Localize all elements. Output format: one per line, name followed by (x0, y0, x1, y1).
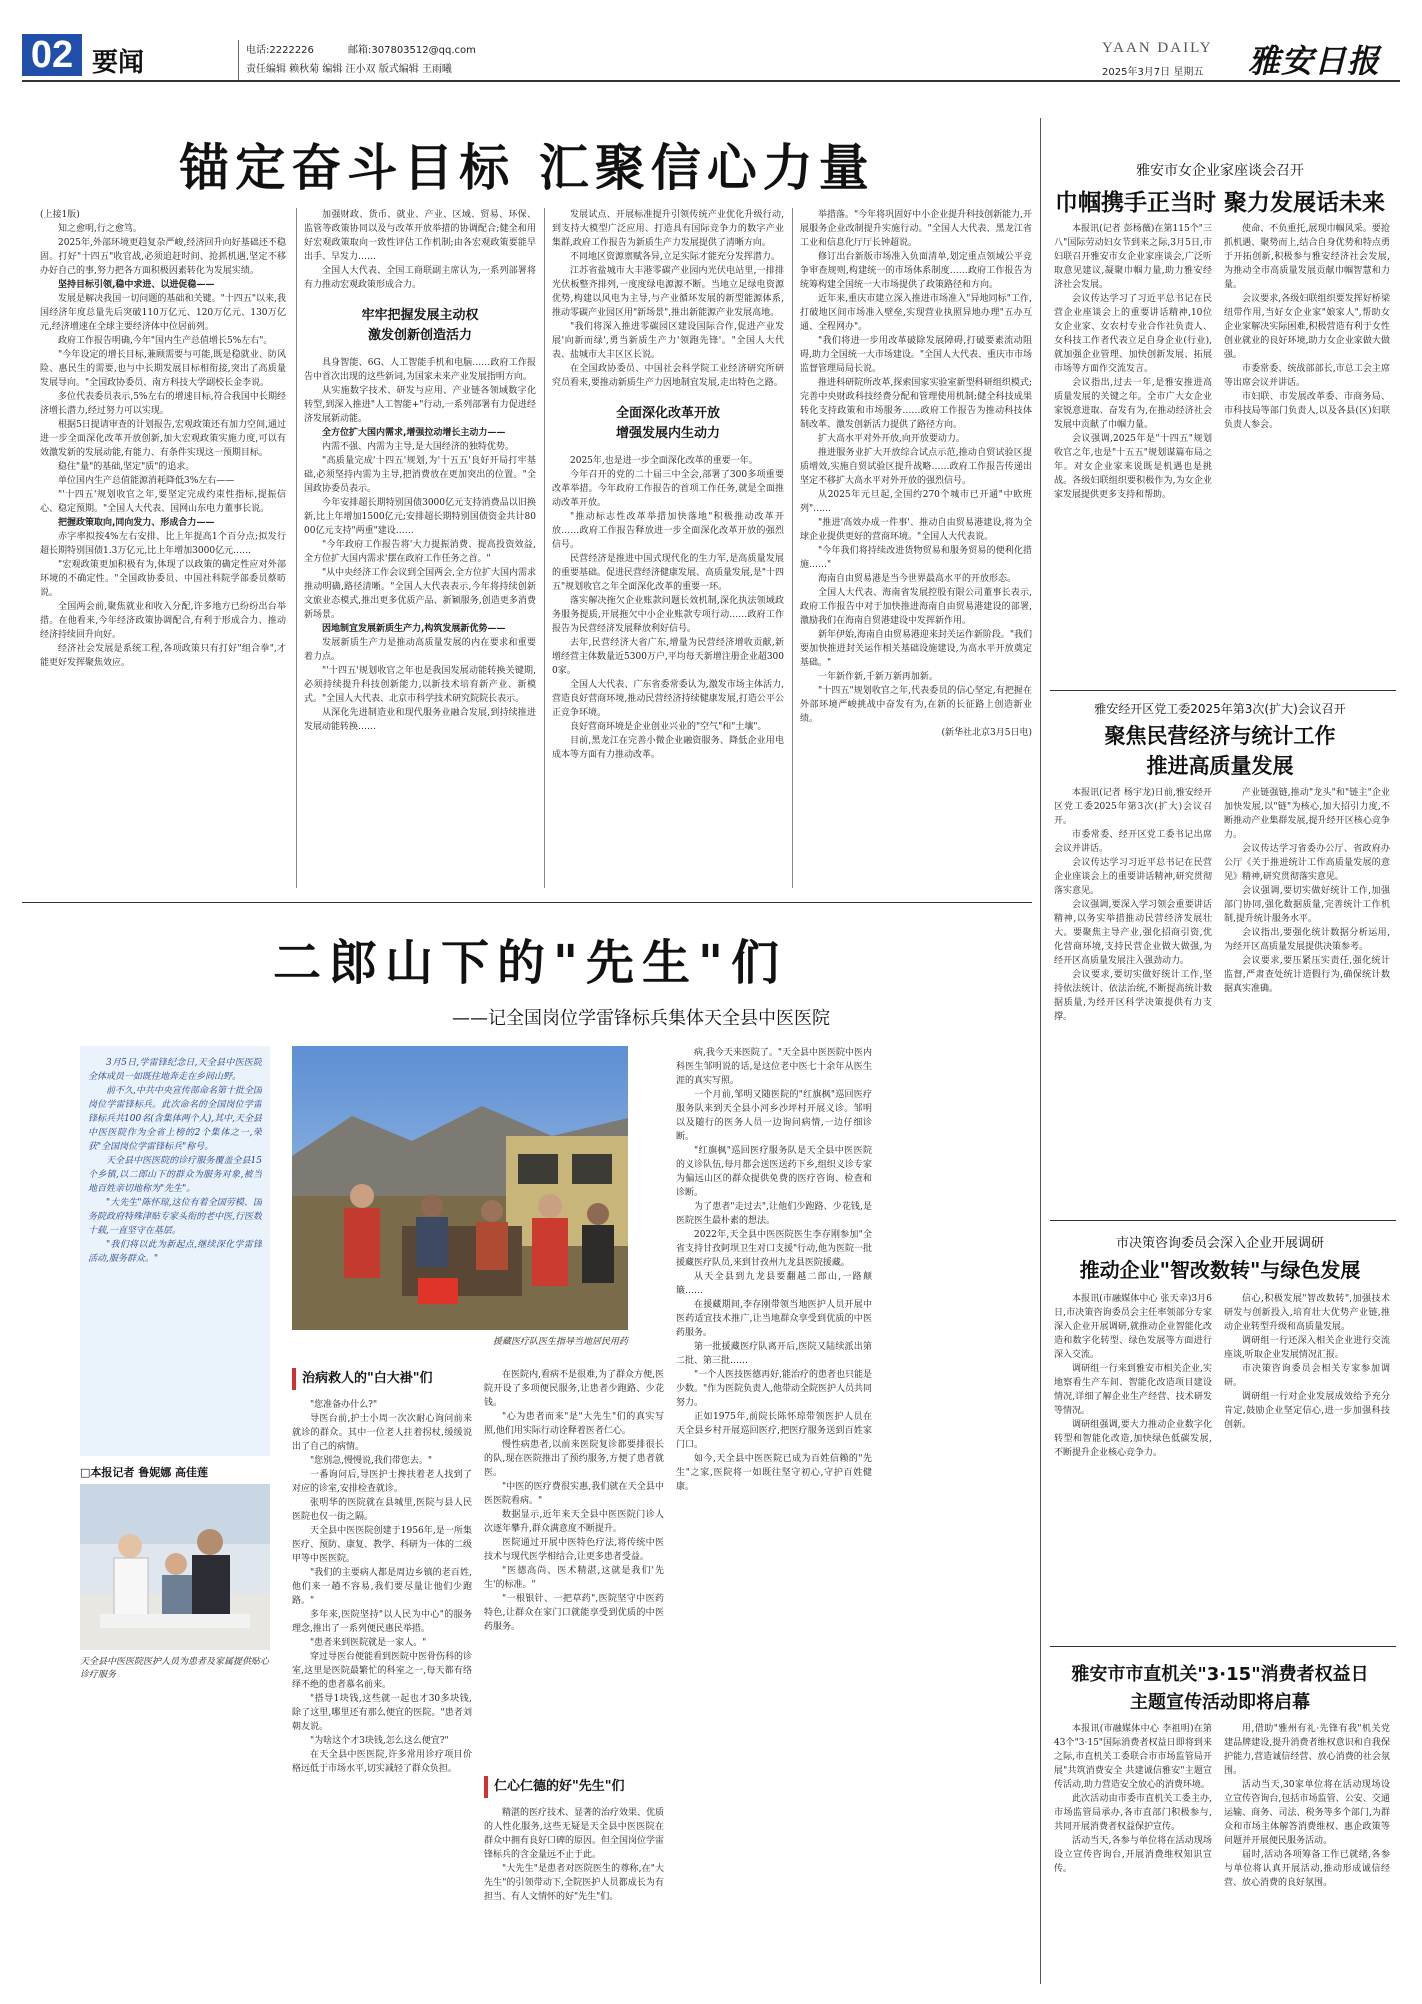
article1-col2-para: 具身智能、6G、人工智能手机和电脑……政府工作报告中首次出现的这些新词,为国家未来产业发展指明方向。 (304, 358, 536, 382)
article2-col3b-para: "大先生"是患者对医院医生的尊称,在"大先生"的引领带动下,全院医护人员都成长为有担当、有人文情怀的好"先生"们。 (484, 1864, 664, 1902)
article1-subhead-2-line1: 全面深化改革开放 (615, 406, 720, 421)
article1-col3-para: "我们将深入推进零碳园区建设国际合作,促进产业发展'向新而绿',勇当新质生产力'领跑先锋'。"全国人大代表、盐城市大丰区区长说。 (552, 322, 784, 360)
article1-col1-para: (上接1版) (40, 210, 80, 220)
article2-headline: 二郎山下的"先生"们 (272, 935, 788, 991)
right2-col2-para: 会议强调,要切实做好统计工作,加强部门协同,强化数据质量,完善统计工作机制,提升统计服务水平。 (1224, 886, 1390, 924)
right2-col1 (1054, 786, 1212, 1210)
article1-col2-para: "高质量完成'十四五'规划,为'十五五'良好开局打牢基础,必须坚持内需为主导,把消费放在更加突出的位置。"全国政协委员表示。 (304, 456, 536, 494)
article1-subhead-2-line2: 增强发展内生动力 (615, 426, 720, 441)
article1-col1-para: "今年设定的增长目标,兼顾需要与可能,既是稳就业、防风险、惠民生的需要,也与中长期发展目标相衔接,突出了高质量发展导向。"全国政协委员、南方科技大学副校长金李说。 (40, 350, 286, 388)
editor-credits: 责任编辑 赖秋菊 编辑 汪小双 版式编辑 王雨曦 (246, 64, 452, 75)
article1-col3-para: 在全国政协委员、中国社会科学院工业经济研究所研究员看来,要推动新质生产力因地制宜发展,走出特色之路。 (552, 364, 784, 388)
contact-email: 邮箱:307803512@qq.com (348, 45, 476, 56)
article2-col2-para: "为啥这个才3块钱,怎么这么便宜?" (310, 1736, 449, 1746)
article2-col3-para: "心为患者而来"是"大先生"们的真实写照,他们用实际行动诠释着医者仁心。 (484, 1412, 664, 1436)
right2-col2-para: 会议要求,要压紧压实责任,强化统计监督,严肃查处统计造假行为,确保统计数据真实准确。 (1224, 956, 1390, 994)
article1-col3-para: 今年召开的党的二十届三中全会,部署了300多项重要改革举措。今年政府工作报告的首项工作任务,就是全面推动改革开放。 (552, 470, 784, 508)
right3-col2-para: 调研组一行还深入相关企业进行交流座谈,听取企业发展情况汇报。 (1224, 1336, 1390, 1360)
article1-col2-para: 今年安排超长期特别国债3000亿元支持消费品以旧换新,比上年增加1500亿元;安排超长期特别国债资金共计8000亿元支持"两重"建设…… (304, 498, 536, 536)
sidebar-rule (1050, 1220, 1396, 1221)
article2-col2-para: "搭导1块钱,这些就一起也才30多块钱,除了这里,哪里还有那么便宜的医院。"患者刘朝友说。 (292, 1694, 472, 1732)
article1-col4-para: "推进'高效办成一件事'、推动自由贸易港建设,将为全球企业提供更好的营商环境。"全国人大代表说。 (800, 518, 1032, 542)
right3-kicker: 市决策咨询委员会深入企业开展调研 (1115, 1236, 1324, 1251)
right1-col2 (1224, 222, 1390, 680)
article1-col1-lead: 坚持目标引领,稳中求进、以进促稳—— (58, 280, 215, 290)
right2-col1-para: 会议要求,要切实做好统计工作,坚持依法统计、依法治统,不断提高统计数据质量,为经开区科学决策提供有力支撑。 (1054, 970, 1212, 1022)
right2-kicker: 雅安经开区党工委2025年第3次(扩大)会议召开 (1094, 702, 1346, 716)
article2-col2-para: "您别急,慢慢说,我们带您去。" (310, 1456, 433, 1466)
article1-col3-para: 良好营商环境是企业创业兴业的"空气"和"土壤"。 (570, 722, 767, 732)
right2-col1-para: 本报讯(记者 杨宇龙)日前,雅安经开区党工委2025年第3次(扩大)会议召开。 (1054, 788, 1212, 826)
right4-headline-line1: 雅安市市直机关"3·15"消费者权益日 (1071, 1664, 1369, 1685)
article2-col4-para: 第一批援藏医疗队离开后,医院又陆续派出第二批、第三批…… (676, 1342, 872, 1366)
right1-kicker: 雅安市女企业家座谈会召开 (1136, 163, 1304, 179)
paper-logo: 雅安日报 (1248, 42, 1381, 80)
right1-col1-para: 会议指出,过去一年,是雅安推进高质量发展的关键之年。全市广大女企业家锐意进取、奋发有为,在推动经济社会发展中贡献了巾帼力量。 (1054, 378, 1212, 430)
right1-col2-para: 市妇联、市发展改革委、市商务局、市科技局等部门负责人,以及各县(区)妇联负责人参会。 (1224, 392, 1390, 430)
article2-subhead-2-box (484, 1776, 664, 1798)
right2-headline-line2: 推进高质量发展 (1146, 754, 1294, 778)
article2-subhead-2: 仁心仁德的好"先生"们 (494, 1779, 625, 1794)
article2-col2-para: 张明华的医院就在县城里,医院与县人民医院也仅一街之隔。 (292, 1498, 472, 1522)
right1-headline: 巾帼携手正当时 聚力发展话未来 (1054, 190, 1385, 216)
article2-col4-para: 如今,天全县中医医院已成为百姓信赖的"先生"之家,医院将一如既往坚守初心,守护百姓健康。 (676, 1454, 872, 1492)
article2-col4-para: 从天全县到九龙县要翻越二郎山,一路颠簸…… (676, 1272, 872, 1296)
article1-col3-para: 发展试点、开展标准提升引领传统产业优化升级行动,到支持大模型广泛应用、打造具有国际竞争力的数字产业集群,政府工作报告为新质生产力发展提供了清晰方向。 (552, 210, 784, 248)
article2-col2-para: "我们的主要病人都是周边乡镇的老百姓,他们来一趟不容易,我们要尽量让他们少跑路。" (292, 1568, 472, 1606)
article2-col3b-para: 精湛的医疗技术、显著的治疗效果、优质的人性化服务,这些无疑是天全县中医医院在群众中拥有良好口碑的原因。但全国岗位学雷锋标兵的含金量远不止于此。 (484, 1808, 664, 1860)
article1-col1-lead: 把握政策取向,同向发力、形成合力—— (58, 518, 215, 528)
article1-col4-para: 修订出台新版市场准入负面清单,划定重点领域公平竞争审查规则,构建统一的市场体系制度……政府工作报告为统筹构建全国统一大市场提供了政策路径和方向。 (800, 252, 1032, 290)
right3-col1 (1054, 1292, 1212, 1636)
article1-col4-para: 海南自由贸易港是当今世界最高水平的开放形态。 (818, 574, 1017, 584)
article1-col4-para: 一年新作新,千新万新再加新。 (818, 672, 938, 682)
article1-col2-para: 全国人大代表、全国工商联副主席认为,一系列部署将有力推动宏观政策形成合力。 (304, 266, 536, 290)
article2-col2 (292, 1398, 472, 1984)
article1-col4 (800, 208, 1032, 892)
article1-col1-para: 政府工作报告明确,今年"国内生产总值增长5%左右"。 (58, 336, 273, 346)
article2-subhead-1-box (292, 1368, 462, 1390)
article1-subhead-1-line2: 激发创新创造活力 (367, 328, 472, 343)
column-divider (544, 208, 545, 888)
article1-col2-para: 从实施数字技术、研发与应用、产业链各领域数字化转型,到深入推进"人工智能+"行动,一系列部署有力促进经济发展新动能。 (304, 386, 536, 424)
article1-col4-para: "十四五"规划收官之年,代表委员的信心坚定,有把握在外部环境严峻挑战中奋发有为,在新的长征路上创造新业绩。 (800, 686, 1032, 724)
article1-col3-para: "推动标志性改革举措加快落地"积极推动改革开放……政府工作报告释放进一步全面深化改革开放的强烈信号。 (552, 512, 784, 550)
article1-col1-para: 发展是解决我国一切问题的基础和关键。"十四五"以来,我国经济年度总量先后突破110万亿元、120万亿元、130万亿元,经济增速在全球主要经济体中位居前列。 (40, 294, 286, 332)
right3-col2-para: 调研组一行对企业发展成效给予充分肯定,鼓励企业坚定信心,进一步加强科技创新。 (1224, 1392, 1390, 1430)
article1-col2-para: 从深化先进制造业和现代服务业融合发展,到持续推进发展动能转换…… (304, 708, 536, 732)
right4-col1 (1054, 1722, 1212, 1984)
article2-col3 (484, 1368, 664, 1766)
right1-col1 (1054, 222, 1212, 680)
article1-col1-para: 多位代表委员表示,5%左右的增速目标,符合我国中长期经济增长潜力,经过努力可以实现。 (40, 392, 286, 416)
sidebar-rule (1050, 1646, 1396, 1647)
article1-col4-para: 近年来,重庆市建立深入推进市场准入"异地同标"工作,打破地区间市场准入壁垒,实现营业执照异地办理"五办互通、全程网办"。 (800, 294, 1032, 332)
article2-subhead-1: 治病救人的"白大褂"们 (302, 1371, 433, 1386)
right3-col1-para: 调研组强调,要大力推动企业数字化转型和智能化改造,加快绿色低碳发展,不断提升企业核心竞争力。 (1054, 1420, 1212, 1458)
article2-intro-para: 天全县中医医院的诊疗服务覆盖全县15个乡镇,以二郎山下的群众为服务对象,被当地百姓亲切地称为"先生"。 (88, 1156, 262, 1194)
article2-col3b (484, 1806, 664, 1984)
right1-col1-para: 本报讯(记者 彭杨薇)在第115个"三八"国际劳动妇女节到来之际,3月5日,市妇联召开雅安市女企业家座谈会,广泛听取意见建议,凝聚巾帼力量,助力雅安经济社会发展。 (1054, 224, 1212, 290)
article2-col4-para: 为了患者"走过去",让他们少跑路、少花钱,是医院医生最朴素的想法。 (676, 1202, 872, 1226)
article1-col1-para: 经济社会发展是系统工程,各项政策只有打好"组合拳",才能更好发挥聚焦效应。 (40, 644, 286, 668)
right2-col1-para: 会议传达学习习近平总书记在民营企业座谈会上的重要讲话精神,研究贯彻落实意见。 (1054, 858, 1212, 896)
article1-col3-para: 不同地区资源禀赋各异,立足实际才能充分发挥潜力。 (570, 252, 780, 262)
article2-credit: □本报记者 鲁妮娜 高佳莲 (80, 1466, 209, 1479)
article1-col1-para: 根据5日提请审查的计划报告,宏观政策还有加力空间,通过进一步全面深化改革开放创新,加大宏观政策实施力度,可以有效激发新的发展动能,有能力、有条件实现这一预期目标。 (40, 420, 286, 458)
article2-col3-para: "中医的医疗费很实惠,我们就在天全县中医医院看病。" (484, 1482, 664, 1506)
article1-bottom-rule (22, 902, 1032, 903)
photo-medical-team-illustration (292, 1046, 628, 1330)
right1-col2-para: 使命、不负重托,展现巾帼风采。要抢抓机遇、聚势而上,结合自身优势和特点勇于开拓创新,积极参与雅安经济社会发展,为推动全市高质量发展贡献巾帼智慧和力量。 (1224, 224, 1390, 290)
right3-col2-para: 市决策咨询委员会相关专家参加调研。 (1224, 1364, 1390, 1388)
article1-col4-para: 全国人大代表、海南省发展控股有限公司董事长表示,政府工作报告中对于加快推进海南自由贸易港建设的部署,激励我们在海南自贸港建设中发挥新作用。 (800, 588, 1032, 626)
right4-col1-para: 此次活动由市委市直机关工委主办,市场监管局承办,各市直部门积极参与,共同开展消费者权益保护宣传。 (1054, 1794, 1212, 1832)
sidebar-divider (1040, 118, 1041, 1984)
article1-col2-para: "今年政府工作报告将'大力提振消费、提高投资效益,全方位扩大国内需求'摆在政府工作任务之首。" (304, 540, 536, 564)
article1-col1-para: 稳住"量"的基础,坚定"质"的追求。 (58, 462, 195, 472)
issue-date: 2025年3月7日 星期五 (1102, 67, 1204, 78)
article2-col4-para: 在援藏期间,李存刚带领当地医护人员开展中医药适宜技术推广,让当地群众享受到优质的中医药服务。 (676, 1300, 872, 1338)
article2-photo-medical-team (292, 1046, 628, 1330)
article1-col3-para: 落实解决拖欠企业账款问题长效机制,深化执法领域政务服务提质,开展拖欠中小企业账款专项行动……政府工作报告为民营经济发展释放利好信号。 (552, 596, 784, 634)
article1-col2-lead: 因地制宜发展新质生产力,构筑发展新优势—— (322, 624, 506, 634)
article1-col3-para: 民营经济是推进中国式现代化的生力军,是高质量发展的重要基础。促进民营经济健康发展、高质量发展,是"十四五"规划收官之年全面深化改革的重要一环。 (552, 554, 784, 592)
article1-col3 (552, 208, 784, 892)
column-divider (296, 208, 297, 888)
article2-col2-para: 多年来,医院坚持"以人民为中心"的服务理念,推出了一系列便民惠民举措。 (292, 1610, 472, 1634)
article2-col4-para: "红旗枫"巡回医疗服务队是天全县中医医院的义诊队伍,每月都会送医送药下乡,组织义诊专家为偏远山区的群众提供免费的医疗咨询、检查和诊断。 (676, 1146, 872, 1198)
article1-col2-lead: 全方位扩大国内需求,增强拉动增长主动力—— (322, 428, 506, 438)
right2-col2-para: 会议传达学习省委办公厅、省政府办公厅《关于推进统计工作高质量发展的意见》精神,研究贯彻落实意见。 (1224, 844, 1390, 882)
page-number-box (22, 34, 82, 76)
right1-col1-para: 会议强调,2025年是"十四五"规划收官之年,也是"十五五"规划谋篇布局之年。对女企业家来说既是机遇也是挑战。各级妇联组织要积极作为,为女企业家发展提供更多支持和帮助。 (1054, 434, 1212, 500)
article2-col4-para: 病,我今天来医院了。"天全县中医医院中医内科医生邹明说的话,是这位老中医七十余年从医生涯的真实写照。 (676, 1048, 872, 1086)
article1-headline: 锚定奋斗目标 汇聚信心力量 (179, 139, 875, 197)
right3-headline: 推动企业"智改数转"与绿色发展 (1079, 1258, 1361, 1282)
article2-col3-para: "医德高尚、医术精湛,这就是我们'先生'的标准。" (484, 1566, 664, 1590)
article2-col4-para: 正如1975年,前院长陈怀琼带领医护人员在天全县乡村开展巡回医疗,把医疗服务送到百姓家门口。 (676, 1412, 872, 1450)
right3-col2 (1224, 1292, 1390, 1636)
right4-col2-para: 活动当天,30家单位将在活动现场设立宣传咨询台,包括市场监管、公安、交通运输、商务、司法、税务等多个部门,为群众和市场主体解答消费维权、惠企政策等问题并开展便民服务活动。 (1224, 1780, 1390, 1846)
article1-col1-para: "宏观政策更加积极有为,体现了以政策的确定性应对外部环境的不确定性。"全国政协委员、中国社科院学部委员蔡昉说。 (40, 560, 286, 598)
right2-col2-para: 产业链强链,推动"龙头"和"链主"企业加快发展,以"链"为核心,加大招引力度,不断推动产业集群发展,提升经开区核心竞争力。 (1224, 788, 1390, 840)
article1-subhead-2 (552, 404, 784, 444)
right4-headline-line2: 主题宣传活动即将启幕 (1130, 1692, 1310, 1713)
masthead-divider (238, 40, 239, 80)
article1-col3-para: 2025年,也是进一步全面深化改革的重要一年。 (570, 456, 758, 466)
article2-col3-para: 数据显示,近年来天全县中医医院门诊人次逐年攀升,群众满意度不断提升。 (484, 1510, 664, 1534)
contact-phone: 电话:2222226 (246, 45, 314, 56)
article1-col1-para: "'十四五'规划收官之年,要坚定完成约束性指标,提振信心、稳定预期。"全国人大代表、国网山东电力董事长说。 (40, 490, 286, 514)
article2-intro-para: "我们将以此为新起点,继续深化学雷锋活动,服务群众。" (88, 1240, 262, 1264)
right2-col2-para: 会议指出,要强化统计数据分析运用,为经开区高质量发展提供决策参考。 (1224, 928, 1390, 952)
article2-col2-para: "患者来到医院就是一家人。" (310, 1638, 427, 1648)
article1-col3-para: 去年,民营经济大省广东,增量为民营经济增收贡献,新增经营主体数量近5300万户,平均每天新增注册企业超3000家。 (552, 638, 784, 676)
article2-col4-para: 一个月前,邹明又随医院的"红旗枫"巡回医疗服务队来到天全县小河乡沙坪村开展义诊。邹明以及随行的医务人员一边询问病情,一边仔细诊断。 (676, 1090, 872, 1142)
article2-photo2-caption: 天全县中医医院医护人员为患者及家属提供贴心诊疗服务 (80, 1657, 270, 1680)
article1-col2-para: "'十四五'规划收官之年也是我国发展动能转换关键期,必须持续提升科技创新能力,以新技术培育新产业、新模式。"全国人大代表、北京市科学技术研究院院长表示。 (304, 666, 536, 704)
article2-col4-para: 2022年,天全县中医医院医生李存刚参加"全省支持甘孜阿坝卫生对口支援"行动,他为医院一批援藏医疗队员,来到甘孜州九龙县医院援藏。 (676, 1230, 872, 1268)
article1-col4-para: 举措落。"今年将巩固好中小企业提升科技创新能力,开展服务企业改制提升实施行动。"全国人大代表、黑龙江省工业和信息化厅厅长钟超说。 (800, 210, 1032, 248)
article2-col3-para: 慢性病患者,以前来医院复诊都要排很长的队,现在医院推出了预约服务,方便了患者就医。 (484, 1440, 664, 1478)
article2-intro-box (80, 1046, 270, 1456)
article1-col4-para: "今年我们将持续改进货物贸易和服务贸易的便利化措施……" (800, 546, 1032, 570)
article1-col3-para: 目前,黑龙江在完善小微企业融资服务、降低企业用电成本等方面有力推动改革。 (552, 736, 784, 760)
right1-col1-para: 会议传达学习了习近平总书记在民营企业座谈会上的重要讲话精神,10位女企业家、女农村专业合作社负责人、女科技工作者代表立足自身企业(行业),就加强企业管理、加快创新发展、拓展市场等方面作交流发言。 (1054, 294, 1212, 374)
article2-col3-para: "一根银针、一把草药",医院坚守中医药特色,让群众在家门口就能享受到优质的中医药服务。 (484, 1594, 664, 1632)
article1-col1-para: 2025年,外部环境更趋复杂严峻,经济回升向好基础还不稳固。打好"十四五"收官战,必须追赶时间、抢抓机遇,坚定不移办好自己的事,努力把各方面积极因素转化为发展实绩。 (40, 238, 286, 276)
page-number: 02 (30, 34, 74, 76)
right4-col1-para: 本报讯(市融媒体中心 李祖明)在第43个"3·15"国际消费者权益日即将到来之际,市直机关工委联合市市场监管局开展"共筑消费安全 共建诚信雅安"主题宣传活动,助力营造安全放心的消费环境。 (1054, 1724, 1212, 1790)
column-divider (792, 208, 793, 888)
right3-col1-para: 本报讯(市融媒体中心 张天幸)3月6日,市决策咨询委员会主任率领部分专家深入企业开展调研,就推动企业智能化改造和数字化转型、绿色发展等方面进行深入交流。 (1054, 1294, 1212, 1360)
article2-col3-para: 医院通过开展中医特色疗法,将传统中医技术与现代医学相结合,让更多患者受益。 (484, 1538, 664, 1562)
article2-intro (88, 1056, 262, 1448)
section-name: 要闻 (92, 48, 145, 78)
article2-col2-para: 天全县中医医院创建于1956年,是一所集医疗、预防、康复、教学、科研为一体的二级甲等中医医院。 (292, 1526, 472, 1564)
article1-col1-para: 全国两会前,聚焦就业和收入分配,许多地方已纷纷出台举措。在他看来,今年经济政策协调配合,有利于形成合力、推动经济持续回升向好。 (40, 602, 286, 640)
right2-col1-para: 市委常委、经开区党工委书记出席会议并讲话。 (1054, 830, 1212, 854)
right4-col2-para: 用,借助"雅州有礼·先锋有我"机关党建品牌建设,提升消费者维权意识和自我保护能力,营造诚信经营、放心消费的社会氛围。 (1224, 1724, 1390, 1776)
article1-col1-para: 单位国内生产总值能源消耗降低3%左右—— (58, 476, 235, 486)
right4-col2 (1224, 1722, 1390, 1984)
article1-col1-para: 知之愈明,行之愈笃。 (58, 224, 142, 234)
right3-col2-para: 信心,积极发展"智改数转",加强技术研发与创新投入,培育壮大优势产业链,推动企业转型升级和高质量发展。 (1224, 1294, 1390, 1332)
sidebar-rule (1050, 690, 1396, 691)
right1-col2-para: 市委常委、统战部部长,市总工会主席等出席会议并讲话。 (1224, 364, 1390, 388)
article2-col4-para: "一个人医技医德再好,能治疗的患者也只能是少数。"作为医院负责人,他带动全院医护人员共同努力。 (676, 1370, 872, 1408)
right2-headline-line1: 聚焦民营经济与统计工作 (1104, 724, 1336, 748)
article1-subhead-1-line1: 牢牢把握发展主动权 (361, 308, 479, 323)
article1-col4-para: 从2025年元旦起,全国约270个城市已开通"中欧班列"…… (800, 490, 1032, 514)
photo-clinic-illustration (80, 1484, 270, 1650)
right3-col1-para: 调研组一行来到雅安市相关企业,实地察看生产车间、智能化改造项目建设情况,详细了解企业生产经营、技术研发等情况。 (1054, 1364, 1212, 1416)
article2-subhead: ——记全国岗位学雷锋标兵集体天全县中医医院 (452, 1008, 830, 1029)
right4-col2-para: 届时,活动各项筹备工作已就绪,各参与单位将认真开展活动,推动形成诚信经营、放心消费的良好氛围。 (1224, 1850, 1390, 1888)
article1-col1 (40, 208, 286, 892)
paper-name-en: YAAN DAILY (1102, 40, 1213, 56)
article2-intro-para: 3月5日,学雷锋纪念日,天全县中医医院全体成员一如既往地奔走在乡间山野。 (88, 1058, 262, 1082)
article1-col2-para: 发展新质生产力是推动高质量发展的内在要求和重要着力点。 (304, 638, 536, 662)
article1-col2 (304, 208, 536, 892)
article2-intro-para: "大先生"陈怀琼,这位有着全国劳模、国务院政府特殊津贴专家头衔的老中医,行医数十载,一直坚守在基层。 (88, 1198, 262, 1236)
article1-col1-para: 赤字率拟按4%左右安排、比上年提高1个百分点;拟发行超长期特别国债1.3万亿元,比上年增加3000亿元…… (40, 532, 286, 556)
article2-photo-clinic (80, 1484, 270, 1650)
article1-col2-para: 加强财政、货币、就业、产业、区域、贸易、环保、监管等政策协同以及与改革开放举措的协调配合;健全和用好宏观政策取向一致性评估工作机制;由各宏观政策要能早出手、早发力…… (304, 210, 536, 262)
article2-col2-para: 穿过导医台便能看到医院中医骨伤科的诊室,这里是医院最繁忙的科室之一,每天都有络绎不绝的患者慕名前来。 (292, 1652, 472, 1690)
article1-col4-para: 新年伊始,海南自由贸易港迎来封关运作新阶段。"我们要加快推进封关运作相关基础设施建设,为高水平开放奠定基础。" (800, 630, 1032, 668)
right1-col2-para: 会议要求,各级妇联组织要发挥好桥梁纽带作用,当好女企业家"娘家人",帮助女企业家解决实际困难,积极营造有利于女性创业就业的良好环境,助力女企业家做大做强。 (1224, 294, 1390, 360)
article2-photo1-caption: 援藏医疗队医生指导当地居民用药 (492, 1337, 628, 1347)
article2-col2-para: 在天全县中医医院,许多常用诊疗项目价格远低于市场水平,切实减轻了群众负担。 (292, 1750, 472, 1774)
article1-col3-para: 江苏省盐城市大丰港零碳产业园内光伏电站里,一排排光伏板整齐排列,一度度绿电源源不断。当地立足绿电资源优势,构建以风电为主导,与产业循环发展的新型能源体系,推动零碳产业园区用"新场景",推出新能源产业发展高地。 (552, 266, 784, 318)
article2-col3-para: 在医院内,看病不是很难,为了群众方便,医院开设了多项便民服务,让患者少跑路、少花钱。 (484, 1370, 664, 1408)
article2-col2-para: 导医台前,护士小周一次次耐心询问前来就诊的群众。其中一位老人拄着拐杖,缓缓说出了自己的病情。 (292, 1414, 472, 1452)
article1-col2-para: 内需不强、内需为主导,是大国经济的独特优势。 (322, 442, 514, 452)
article2-col4 (676, 1046, 872, 1984)
article1-col4-para: 扩大高水平对外开放,向开放要动力。 (818, 434, 965, 444)
article1-subhead-1 (304, 306, 536, 346)
article1-col4-para: 推进科研院所改革,探索国家实验室新型科研组织模式;完善中央财政科技经费分配和管理使用机制;健全科技成果转化支持政策和市场服务……政府工作报告为推动科技体制改革、激发创新活力提供了路径方向。 (800, 378, 1032, 430)
masthead-rule (22, 80, 1400, 82)
article1-col3-para: 全国人大代表、广东省委常委认为,激发市场主体活力,营造良好营商环境,推动民营经济持续健康发展,打造公平公正竞争环境。 (552, 680, 784, 718)
article1-col2-para: "从中央经济工作会议到全国两会,全方位扩大国内需求推动明确,路径清晰。"全国人大代表表示,今年将持续创新文旅业态模式,推出更多优质产品、新颖服务,创造更多消费新场景。 (304, 568, 536, 620)
article1-dateline: (新华社北京3月5日电) (941, 728, 1032, 738)
article2-col2-para: "您准备办什么?" (310, 1400, 378, 1410)
right4-col1-para: 活动当天,各参与单位将在活动现场设立宣传咨询台,开展消费维权知识宣传。 (1054, 1836, 1212, 1874)
article1-col4-para: "我们将进一步用改革破除发展障碍,打破要素流动阻碍,助力全国统一大市场建设。"全国人大代表、重庆市市场监督管理局局长说。 (800, 336, 1032, 374)
right2-col1-para: 会议强调,要深入学习领会重要讲话精神,以务实举措推动民营经济发展壮大。要聚焦主导产业,强化招商引资,优化营商环境,支持民营企业做大做强,为经开区高质量发展注入强劲动力。 (1054, 900, 1212, 966)
article2-intro-para: 前不久,中共中央宣传部命名第十批全国岗位学雷锋标兵。此次命名的全国岗位学雷锋标兵共100名(含集体两个人),其中,天全县中医医院作为全省上榜的2个集体之一,荣获"全国岗位学雷锋标兵"称号。 (88, 1086, 262, 1152)
right2-col2 (1224, 786, 1390, 1210)
article1-col4-para: 推进服务业扩大开放综合试点示范,推动自贸试验区提质增效,实施自贸试验区提升战略……政府工作报告传递出坚定不移扩大高水平对外开放的强烈信号。 (800, 448, 1032, 486)
article2-col2-para: 一番询问后,导医护士搀扶着老人找到了对应的诊室,安排检查就诊。 (292, 1470, 472, 1494)
